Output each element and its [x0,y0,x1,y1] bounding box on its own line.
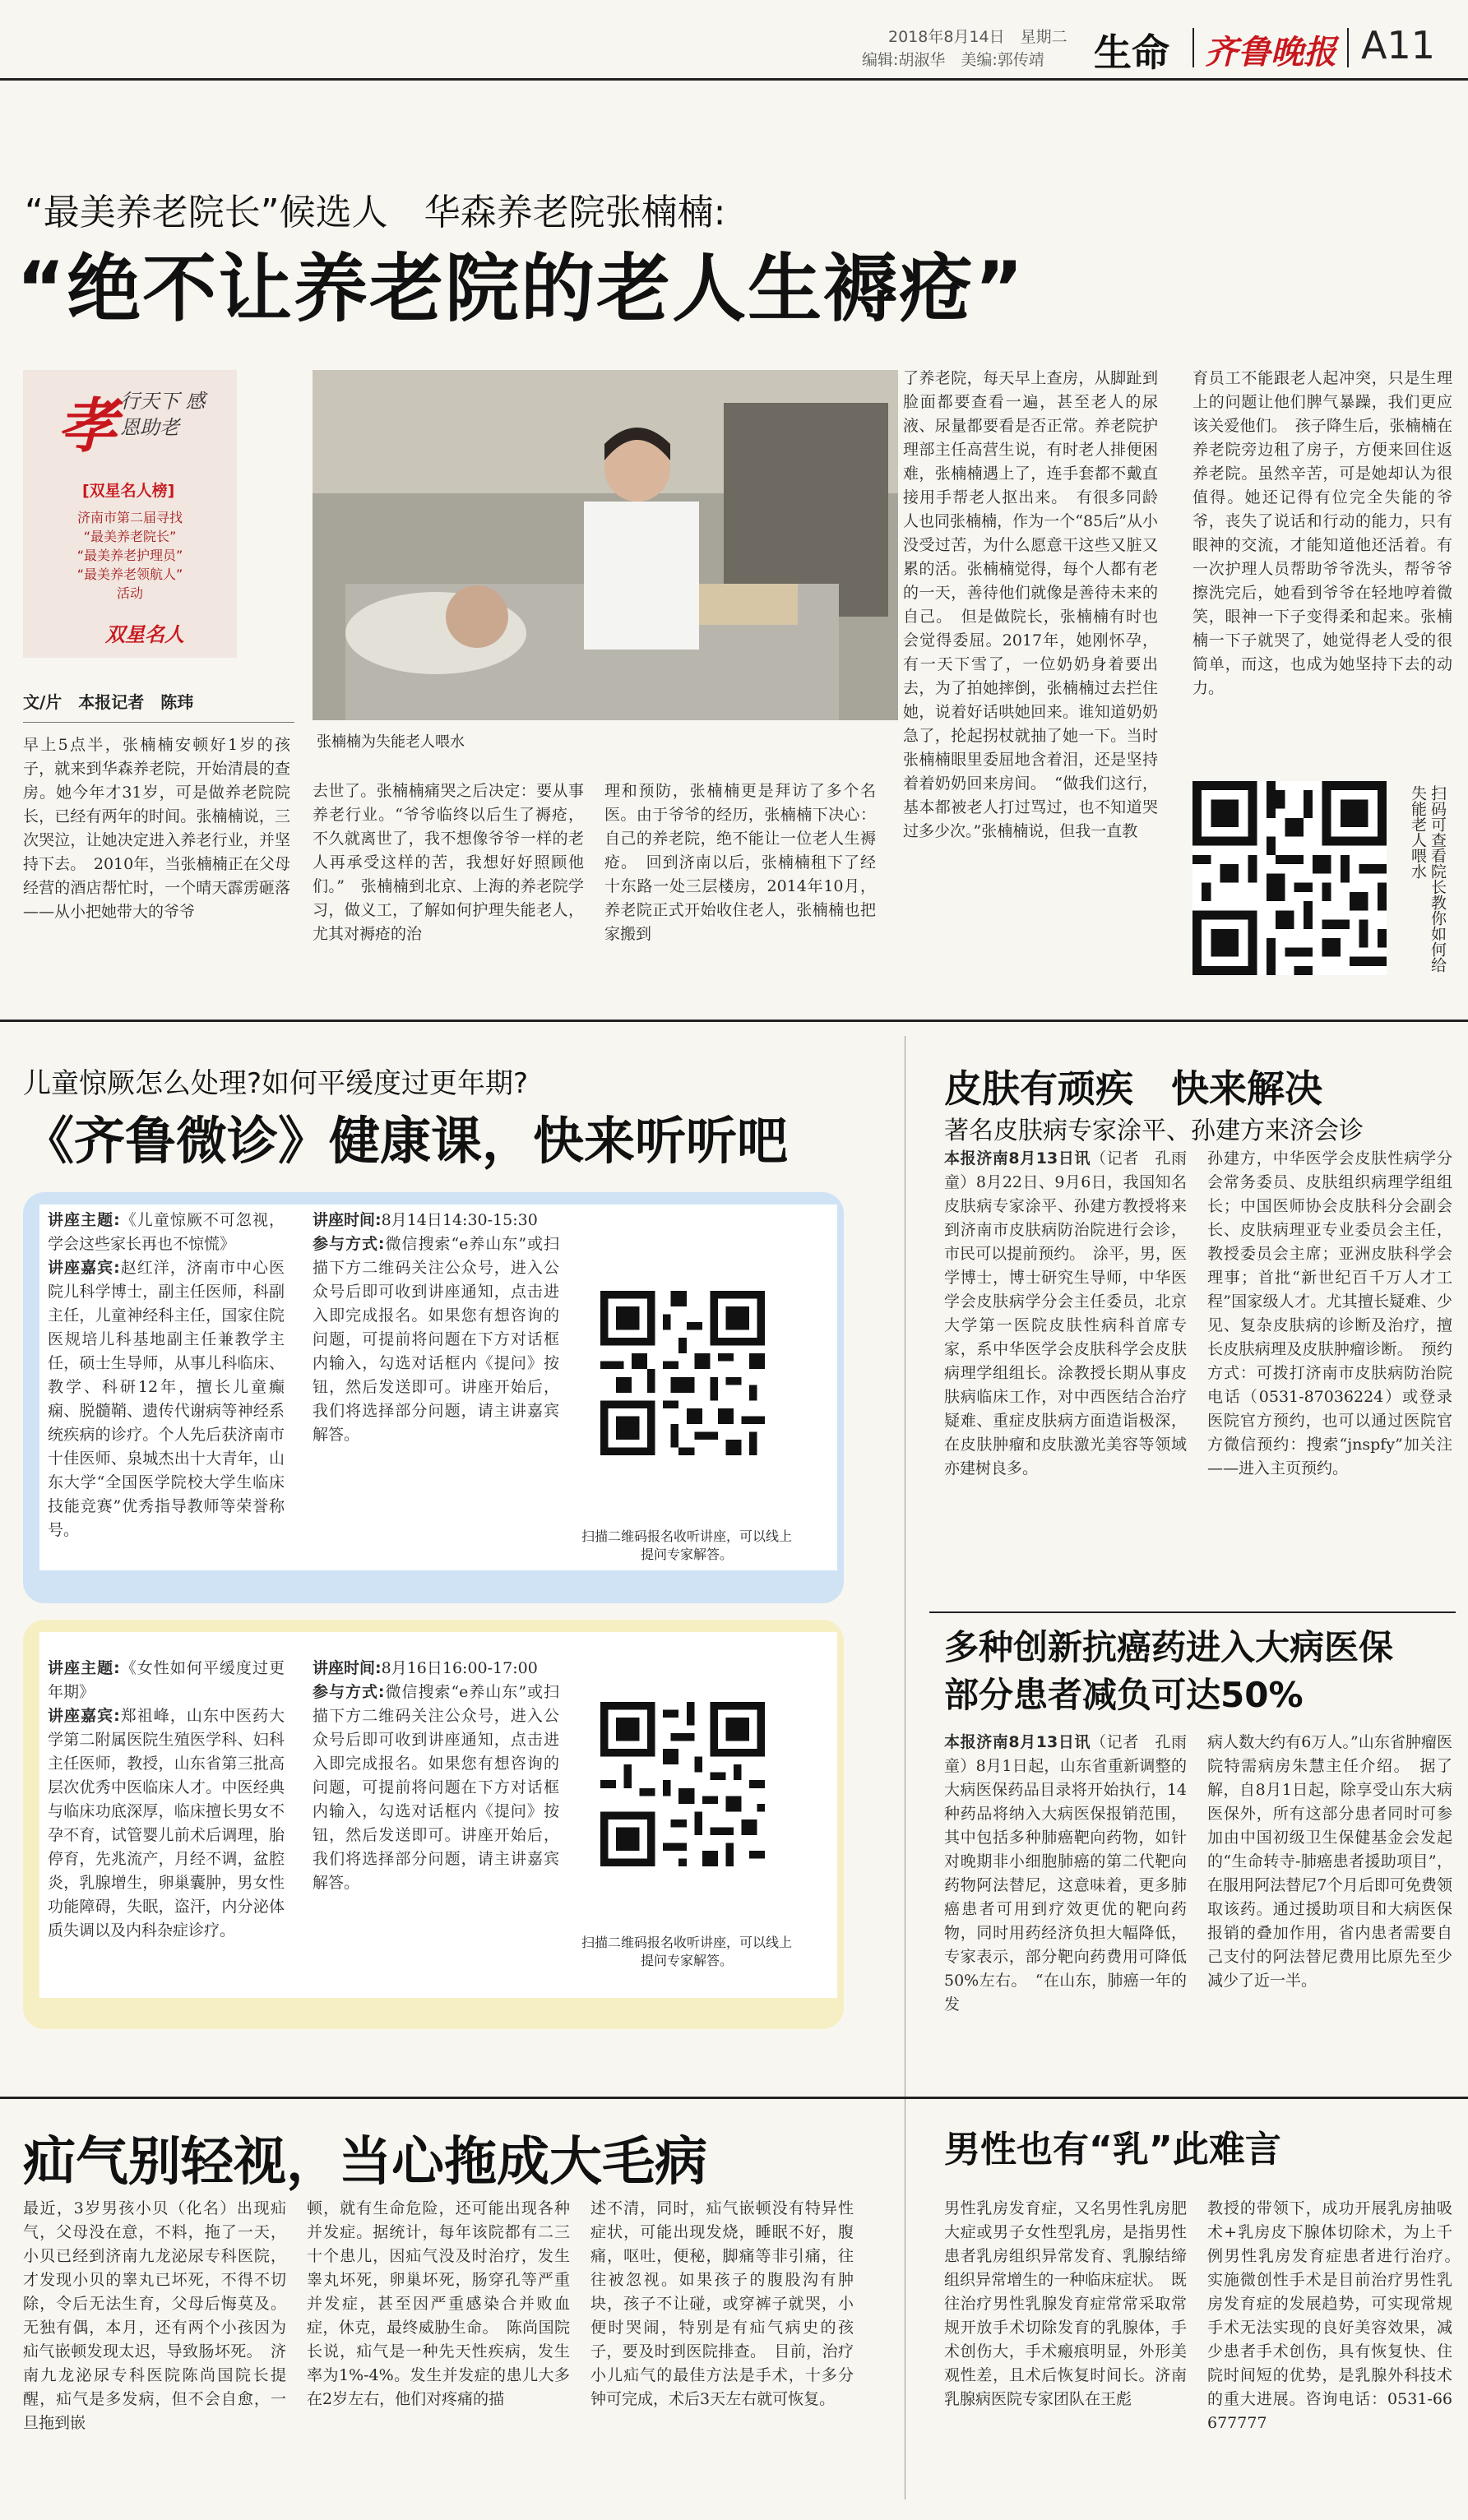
header-date: 2018年8月14日 星期二 [888,28,1067,46]
section-name: 生命 [1094,30,1169,75]
story3-title: 皮肤有顽疾 快来解决 [944,1066,1322,1111]
story6-col2: 教授的带领下，成功开展乳房抽吸术+乳房皮下腺体切除术，为上千例男性乳房发育症患者进行治疗。 实施微创性手术是目前治疗男性乳房发育症的发展趋势，可实现常规手术无法实现的良好美容效果，减少患者手术创伤，具有恢复快、住院时间短的优势，是乳腺外科技术的重大进展。咨询电话：0531-66677777 [1207,2199,1468,2432]
promo-card [23,370,237,658]
lecture2-time: 8月16日16:00-17:00 [381,1659,538,1677]
story1-byline: 文/片 本报记者 陈玮 [23,692,194,712]
story3-col1: 本报济南8月13日讯（记者 孔雨童）8月22日、9月6日，我国知名皮肤病专家涂平、孙建方教授将来到济南市皮肤病防治院进行会诊，市民可以提前预约。 涂平，男，医学博士，博士研究生导师，中华医学会皮肤病学分会主任委员，北京大学第一医院皮肤性病科首席专家，系中华医学会皮肤科学会皮肤病理学组组长。涂教授长期从事皮肤病临床工作，对中西医结合治疗疑难、重症皮肤病方面造诣极深，在皮肤肿瘤和皮肤激光美容等领域亦建树良多。 [944,1149,1187,1477]
story4-col2: 病人数大约有6万人。”山东省肿瘤医院特需病房朱慧主任介绍。 据了解，自8月1日起，除享受山东大病医保外，所有这部分患者同时可参加由中国初级卫生保健基金会发起的“生命转寺-肺癌患者援助项目”，在服用阿法替尼7个月后即可免费领取该药。通过援助项目和大病医保报销的叠加作用，省内患者需要自己支付的阿法替尼费用比原先至少减少了近一半。 [1207,1733,1452,1990]
lecture1-col1: 讲座主题:《儿童惊厥不可忽视，学会这些家长再也不惊慌》 讲座嘉宾:赵红洋，济南市中心医院儿科学博士，副主任医师，科副主任，儿童神经科主任，国家住院医规培儿科基地副主任兼教学主任，硕士生导师，从事儿科临床、教学、科研12年，擅长儿童癫痫、脱髓鞘、遗传代谢病等神经系统疾病的诊疗。个人先后获济南市十佳医师、泉城杰出十大青年，山东大学“全国医学院校大学生临床技能竞赛”优秀指导教师等荣誉称号。 [48,1211,285,1539]
lecture2-col1: 讲座主题:《女性如何平缓度过更年期》 讲座嘉宾:郑祖峰，山东中医药大学第二附属医院生殖医学科、妇科主任医师，教授，山东省第三批高层次优秀中医临床人才。中医经典与临床功底深厚，临床擅长男女不孕不育，试管婴儿前术后调理，胎停育，先兆流产，月经不调，盆腔炎，乳腺增生，卵巢囊肿，男女性功能障碍，失眠，盗汗，内分泌体质失调以及内科杂症诊疗。 [48,1659,285,1940]
story1-photo [313,370,898,720]
page-number: A11 [1361,23,1436,67]
story5-title: 疝气别轻视，当心拖成大毛病 [23,2132,707,2193]
lecture2-guest: 郑祖峰，山东中医药大学第二附属医院生殖医学科、妇科主任医师，教授，山东省第三批高层次优秀中医临床人才。中医经典与临床功底深厚，临床擅长男女不孕不育，试管婴儿前术后调理，胎停育，先兆流产，月经不调，盆腔炎，乳腺增生，卵巢囊肿，男女性功能障碍，失眠，盗汗，内分泌体质失调以及内科杂症诊疗。 [48,1707,285,1940]
story1-col4: 了养老院，每天早上查房，从脚趾到脸面都要查看一遍，甚至老人的尿液、尿量都要看是否正常。养老院护理部主任高营生说，有时老人排便困难，张楠楠遇上了，连手套都不戴直接用手帮老人抠出来。 有很多同龄人也同张楠楠，作为一个“85后”从小没受过苦，为什么愿意干这些又脏又累的活。张楠楠觉得，每个人都有老的一天，善待他们就像是善待未来的自己。 但是做院长，张楠楠有时也会觉得委屈。2017年，她刚怀孕，有一天下雪了，一位奶奶身着要出去，为了拍她摔倒，张楠楠过去拦住她，说着好话哄她回来。谁知道奶奶急了，抡起拐杖就抽了她一下。当时张楠楠眼里委屈地含着泪，还是坚持着着奶奶回来房间。 “做我们这行，基本都被老人打过骂过，也不知道哭过多少次。”张楠楠说，但我一直教 [903,369,1158,840]
story2-subtitle: 儿童惊厥怎么处理?如何平缓度过更年期? [23,1067,529,1100]
story1-col5: 育员工不能跟老人起冲突，只是生理上的问题让他们脾气暴躁，我们更应该关爱他们。 孩子降生后，张楠楠在养老院旁边租了房子，方便来回住返养老院。虽然辛苦，可是她却认为很值得。她还记得有位完全失能的爷爷，丧失了说话和行动的能力，只有眼神的交流，才能知道他还活着。有一次护理人员帮助爷爷洗头，帮爷爷擦洗完后，她看到爷爷在轻地哼着微笑，眼神一下子变得柔和起来。张楠楠一下子就哭了，她觉得老人受的很简单，而这，也成为她坚持下去的动力。 [1192,369,1452,697]
lecture1-qr-caption: 扫描二维码报名收听讲座，可以线上提问专家解答。 [581,1528,792,1562]
header-editors: 编辑:胡淑华 美编:郭传靖 [862,51,1044,69]
story4-title: 多种创新抗癌药进入大病医保 部分患者减负可达50% [944,1627,1429,1715]
story1-col3: 理和预防，张楠楠更是拜访了多个名医。由于爷爷的经历，张楠楠下决心：自己的养老院，绝不能让一位老人生褥疮。 回到济南以后，张楠楠租下了经十东路一处三层楼房，2014年10月，养老院正式开始收住老人，张楠楠也把家搬到 [604,782,876,943]
lecture2-join: 微信搜索“e养山东”或扫描下方二维码关注公众号，进入公众号后即可收到讲座通知，点击进入即完成报名。如果您有想咨询的问题，可提前将问题在下方对话框内输入，勾选对话框内《提问》按钮，然后发送即可。讲座开始后，我们将选择部分问题，请主讲嘉宾解答。 [313,1683,559,1892]
byline-rule [23,722,294,723]
header-rule [0,78,1468,81]
section-rule-2 [0,2097,1468,2099]
paper-logo: 齐鲁晚报 [1205,33,1336,72]
story1-kicker: “最美养老院长”候选人 华森养老院张楠楠: [25,192,726,234]
promo-slogan: 行天下 感恩助老 [120,390,206,439]
story1-col1: 早上5点半，张楠楠安顿好1岁的孩子，就来到华森养老院，开始清晨的查房。她今年才31岁，可是做养老院院长，已经有两年的时间。张楠楠说，三次哭泣，让她决定进入养老行业，并坚持下去。 2010年，当张楠楠正在父母经营的酒店帮忙时，一个晴天霹雳砸落——从小把她带大的爷爷 [23,736,290,921]
promo-slogan-mark: 孝 [58,391,118,460]
promo-lines: 济南市第二届寻找 “最美养老院长” “最美养老护理员” “最美养老领航人” 活动 [76,510,183,601]
header-divider [1192,28,1194,67]
story5-col1: 最近，3岁男孩小贝（化名）出现疝气，父母没在意，不料，拖了一天，小贝已经到济南九龙泌尿专科医院，才发现小贝的睾丸已坏死，不得不切除，令后无法生育，父母后悔莫及。无独有偶，本月，还有两个小孩因为疝气嵌顿发现太迟，导致肠坏死。 济南九龙泌尿专科医院陈尚国院长提醒，疝气是多发病，但不会自愈，一旦拖到嵌 [23,2199,286,2432]
promo-tag: [双星名人榜] [82,482,175,500]
lecture2-col2: 讲座时间:8月16日16:00-17:00 参与方式:微信搜索“e养山东”或扫描下方二维码关注公众号，进入公众号后即可收到讲座通知，点击进入即完成报名。如果您有想咨询的问题，可提前将问题在下方对话框内输入，勾选对话框内《提问》按钮，然后发送即可。讲座开始后，我们将选择部分问题，请主讲嘉宾解答。 [313,1659,559,1892]
story3-subtitle: 著名皮肤病专家涂平、孙建方来济会诊 [944,1117,1364,1145]
qr-code-lecture2[interactable] [600,1702,765,1866]
story4-col1: 本报济南8月13日讯（记者 孔雨童）8月1日起，山东省重新调整的大病医保药品目录将开始执行，14种药品将纳入大病医保报销范围，其中包括多种肺癌靶向药物，如针对晚期非小细胞肺癌的第二代靶向药物阿法替尼，这意味着，更多肺癌患者可用到疗效更优的靶向药物，同时用药经济负担大幅降低，专家表示，部分靶向药费用可降低50%左右。 “在山东，肺癌一年的发 [944,1733,1187,2014]
qr-code-story1[interactable] [1192,781,1387,975]
story3-col2: 孙建方，中华医学会皮肤性病学分会常务委员、皮肤组织病理学组组长；中国医师协会皮肤科分会副会长、皮肤病理亚专业委员会主任，教授委员会主席；亚洲皮肤科学会理事；首批“新世纪百千万人才工程”国家级人才。尤其擅长疑难、少见、复杂皮肤病的诊断及治疗，擅长皮肤病理及皮肤肿瘤诊断。 预约方式：可拨打济南市皮肤病防治院电话（0531-87036224）或登录医院官方预约，也可以通过医院官方微信预约：搜索“jnspfy”加关注——进入主页预约。 [1207,1149,1452,1477]
header-divider-2 [1347,28,1349,67]
story5-col2: 顿，就有生命危险，还可能出现各种并发症。据统计，每年该院都有二三十个患儿，因疝气没及时治疗，发生睾丸坏死，卵巢坏死，肠穿孔等严重并发症，甚至因严重感染合并败血症，休克，最终威胁生命。 陈尚国院长说，疝气是一种先天性疾病，发生率为1%-4%。发生并发症的患儿大多在2岁左右，他们对疼痛的描 [307,2199,570,2408]
story1-title: “绝不让养老院的老人生褥疮” [16,246,1026,332]
section-rule-1 [0,1020,1468,1022]
story6-col1: 男性乳房发育症，又名男性乳房肥大症或男子女性型乳房，是指男性患者乳房组织异常发育、乳腺结缔组织异常增生的一种临床症状。 既往治疗男性乳腺发育症常常采取常规开放手术切除发育的乳腺体，手术创伤大，手术瘢痕明显，外形美观性差，且术后恢复时间长。济南乳腺病医院专家团队在王彪 [944,2199,1187,2408]
lecture1-join: 微信搜索“e养山东”或扫描下方二维码关注公众号，进入公众号后即可收到讲座通知，点击进入即完成报名。如果您有想咨询的问题，可提前将问题在下方对话框内输入，勾选对话框内《提问》按钮，然后发送即可。讲座开始后，我们将选择部分问题，请主讲嘉宾解答。 [313,1235,559,1444]
story6-title: 男性也有“乳”此难言 [944,2129,1281,2171]
story1-col2: 去世了。张楠楠痛哭之后决定：要从事养老行业。“爷爷临终以后生了褥疮，不久就离世了，我不想像爷爷一样的老人再承受这样的苦，我想好好照顾他们。” 张楠楠到北京、上海的养老院学习，做义工，了解如何护理失能老人，尤其对褥疮的治 [313,782,584,943]
lecture1-col2: 讲座时间:8月14日14:30-15:30 参与方式:微信搜索“e养山东”或扫描下方二维码关注公众号，进入公众号后即可收到讲座通知，点击进入即完成报名。如果您有想咨询的问题，可提前将问题在下方对话框内输入，勾选对话框内《提问》按钮，然后发送即可。讲座开始后，我们将选择部分问题，请主讲嘉宾解答。 [313,1211,559,1444]
lecture1-guest: 赵红洋，济南市中心医院儿科学博士，副主任医师，科副主任，儿童神经科主任，国家住院医规培儿科基地副主任兼教学主任，硕士生导师，从事儿科临床、教学、科研12年，擅长儿童癫痫、脱髓鞘、遗传代谢病等神经系统疾病的诊疗。个人先后获济南市十佳医师、泉城杰出十大青年，山东大学“全国医学院校大学生临床技能竞赛”优秀指导教师等荣誉称号。 [48,1259,285,1539]
story2-title: 《齐鲁微诊》健康课，快来听听吧 [23,1111,789,1171]
lecture2-qr-caption: 扫描二维码报名收听讲座，可以线上提问专家解答。 [581,1935,792,1968]
qr-caption-story1: 扫码可查看院长教你如何给失能老人喂水 [1409,785,1447,973]
section-rule-story4 [929,1611,1456,1613]
lecture2-topic: 《女性如何平缓度过更年期》 [48,1659,285,1701]
lecture1-topic: 《儿童惊厥不可忽视，学会这些家长再也不惊慌》 [48,1211,285,1253]
photo-caption: 张楠楠为失能老人喂水 [317,733,465,751]
promo-brand: 双星名人 [105,623,184,646]
story5-col3: 述不清，同时，疝气嵌顿没有特异性症状，可能出现发烧，睡眠不好，腹痛，呕吐，便秘，脚痛等非引痛，往往被忽视。如果孩子的腹股沟有肿块，孩子不让碰，或穿裤子就哭，小便时哭闹，特别是有疝气病史的孩子，要及时到医院排查。 目前，治疗小儿疝气的最佳方法是手术，十多分钟可完成，术后3天左右就可恢复。 [590,2199,854,2408]
lecture1-time: 8月14日14:30-15:30 [381,1211,538,1229]
qr-code-lecture1[interactable] [600,1291,765,1455]
